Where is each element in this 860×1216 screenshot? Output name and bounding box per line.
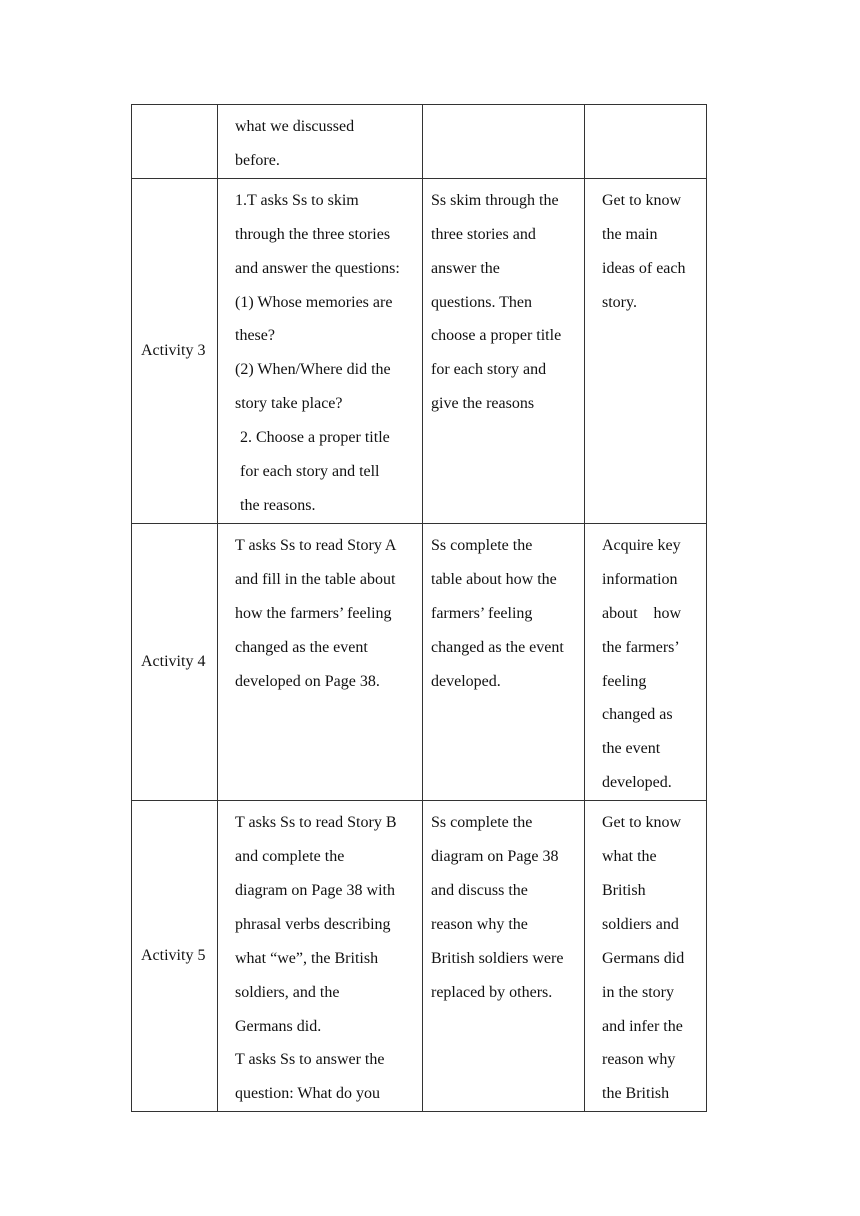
text-line: diagram on Page 38 with [235,881,395,899]
lesson-plan-table [131,104,707,1112]
text-line: British [602,881,646,899]
text-line: and discuss the [431,881,528,899]
text-line: British soldiers were [431,949,564,967]
text-line: for each story and [431,361,547,379]
text-line: (1) Whose memories are [235,293,393,311]
text-line: Ss complete the [431,536,533,554]
activity-label: Activity 5 [141,947,206,965]
text-line: and answer the questions: [235,259,400,277]
text-line: ideas of each [602,259,686,277]
text-line: changed as the event [431,638,564,656]
teacher-activity-cell [218,523,423,800]
student-activity-cell [423,105,585,179]
purpose-cell [585,105,707,179]
table-row [132,801,707,1112]
text-line: the British [602,1085,670,1103]
text-line: reason why [602,1051,676,1069]
text-line: information [602,570,678,588]
text-line: what “we”, the British [235,949,379,967]
text-line: three stories and [431,225,536,243]
text-line: developed. [431,672,501,690]
text-line: and fill in the table about [235,570,396,588]
text-line: Ss skim through the [431,191,559,209]
text-line: and infer the [602,1017,683,1035]
text-line: the event [602,740,661,758]
text-line: phrasal verbs describing [235,915,391,933]
text-line: Ss complete the [431,814,533,832]
text-line: and complete the [235,848,345,866]
text-line: feeling [602,672,647,690]
text-line: soldiers, and the [235,983,340,1001]
teacher-activity-cell [218,105,423,179]
text-line: give the reasons [431,395,535,413]
text-line: choose a proper title [431,327,562,345]
text-line: in the story [602,983,674,1001]
text-line: T asks Ss to read Story B [235,814,397,832]
text-line: Germans did. [235,1017,322,1035]
text-line: the reasons. [240,496,316,514]
text-line: Germans did [602,949,685,967]
activity-cell [132,801,218,1112]
text-line: these? [235,327,275,345]
text-line: Acquire key [602,536,681,554]
table-row [132,178,707,523]
text-line: story. [602,293,637,311]
student-activity-cell [423,523,585,800]
text-line: what the [602,848,657,866]
text-line: 2. Choose a proper title [240,429,390,447]
purpose-cell [585,801,707,1112]
text-line: how the farmers’ feeling [235,604,392,622]
activity-cell [132,105,218,179]
text-line: answer the [431,259,500,277]
text-line: the main [602,225,658,243]
text-line: questions. Then [431,293,533,311]
activity-label: Activity 3 [141,341,206,359]
table-row [132,105,707,179]
text-line: (2) When/Where did the [235,361,391,379]
activity-cell [132,523,218,800]
text-line: T asks Ss to answer the [235,1051,385,1069]
text-line: question: What do you [235,1085,381,1103]
text-line: before. [235,151,280,169]
text-line: soldiers and [602,915,679,933]
text-line: story take place? [235,395,343,413]
text-line: about how [602,604,682,622]
text-line: changed as [602,706,673,724]
text-line: reason why the [431,915,528,933]
text-line: for each story and tell [240,463,380,481]
text-line: Get to know [602,191,682,209]
text-line: 1.T asks Ss to skim [235,191,359,209]
text-line: the farmers’ [602,638,680,656]
text-line: what we discussed [235,118,355,135]
text-line: developed on Page 38. [235,672,380,690]
text-line: Get to know [602,814,682,832]
text-line: changed as the event [235,638,368,656]
text-line: T asks Ss to read Story A [235,536,397,554]
text-line: diagram on Page 38 [431,848,559,866]
text-line: replaced by others. [431,983,553,1001]
text-line: table about how the [431,570,557,588]
activity-cell [132,178,218,523]
teacher-activity-cell [218,178,423,523]
text-line: developed. [602,774,672,792]
text-line: farmers’ feeling [431,604,533,622]
text-line: through the three stories [235,225,391,243]
student-activity-cell [423,801,585,1112]
student-activity-cell [423,178,585,523]
purpose-cell [585,523,707,800]
teacher-activity-cell [218,801,423,1112]
activity-label: Activity 4 [141,653,206,671]
purpose-cell [585,178,707,523]
table-row [132,523,707,800]
